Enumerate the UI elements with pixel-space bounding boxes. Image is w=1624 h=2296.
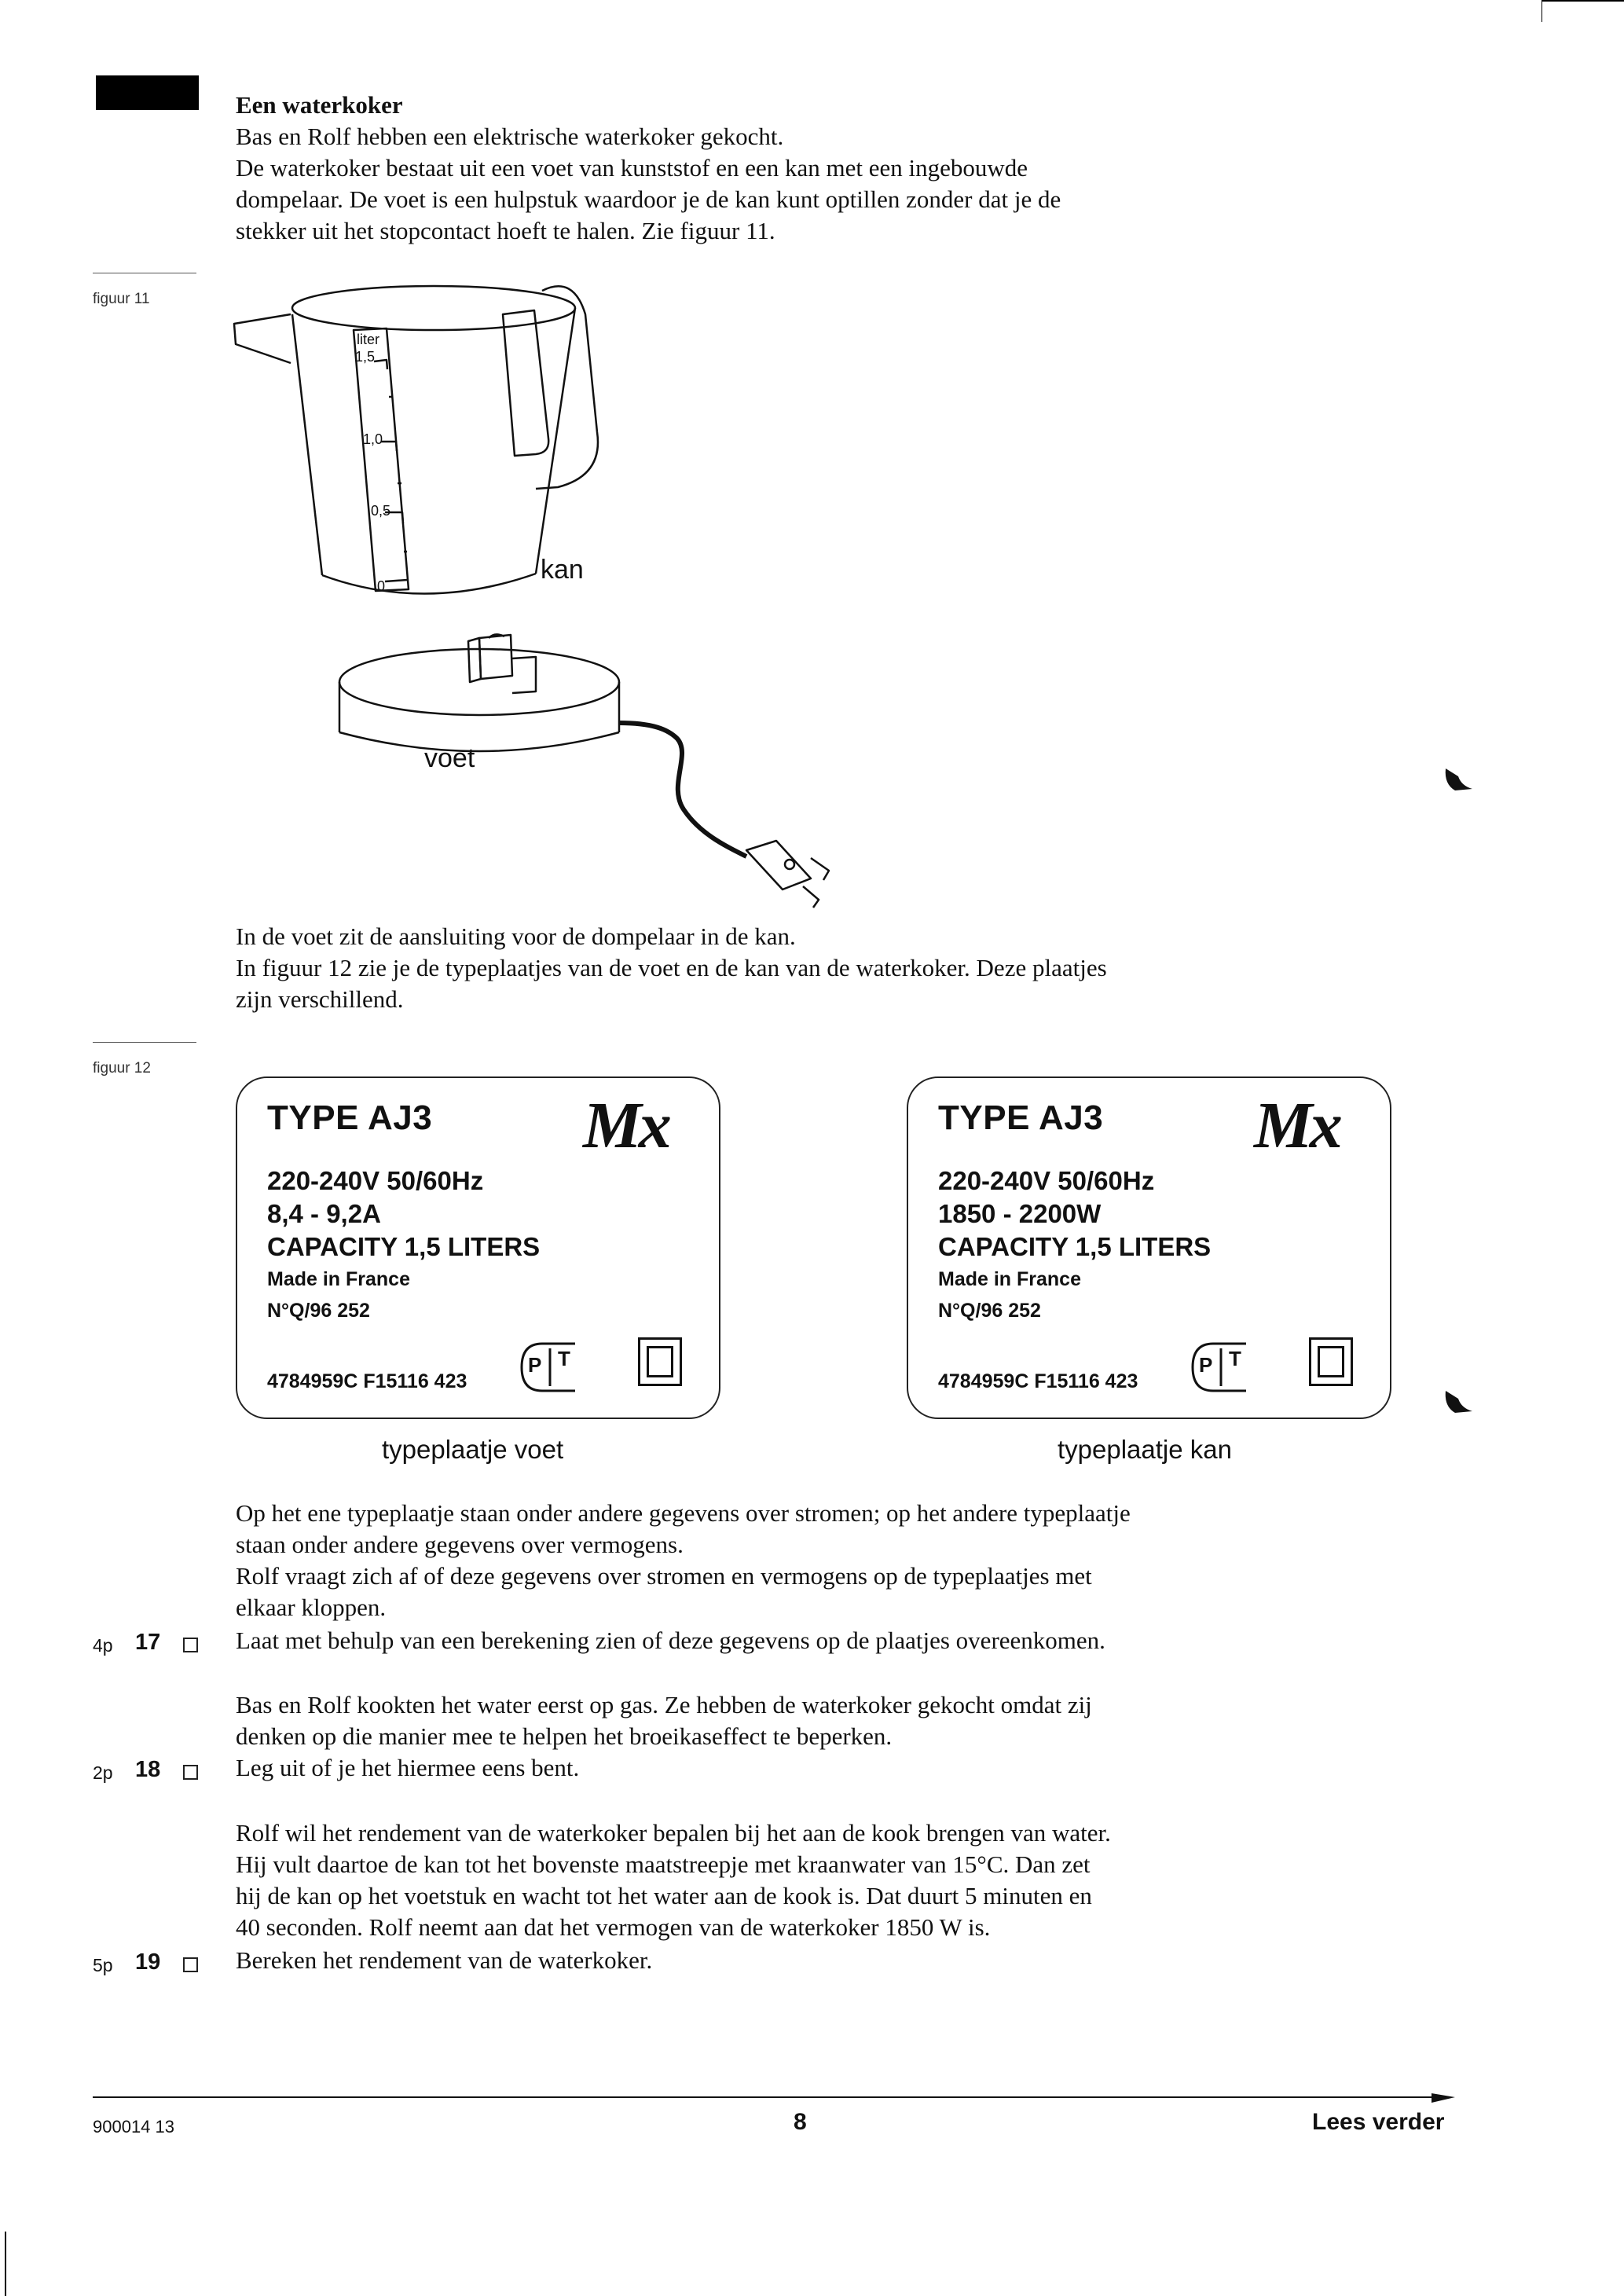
double-insulation-icon (638, 1337, 682, 1386)
question-points: 5p (93, 1955, 113, 1975)
spec-line: Made in France (267, 1268, 410, 1290)
mark-letter: P (528, 1353, 542, 1377)
scale-mark: 1,0 (363, 431, 383, 447)
voet-label: voet (424, 743, 475, 773)
continue-label: Lees verder (1312, 2109, 1445, 2135)
plate-caption-kan: typeplaatje kan (1058, 1435, 1232, 1464)
plate-code: 4784959C F15116 423 (938, 1370, 1138, 1392)
plate-specs (938, 1165, 1211, 1326)
question-points: 4p (93, 1635, 113, 1656)
text-line: denken op die manier mee te helpen het broeikaseffect te beperken. (236, 1722, 893, 1750)
intro-paragraph (236, 121, 1061, 247)
certification-mark-icon (1190, 1336, 1260, 1399)
plate-code: 4784959C F15116 423 (267, 1370, 467, 1392)
text-line: zijn verschillend. (236, 985, 404, 1013)
section-heading: Een waterkoker (236, 91, 403, 119)
text-line: Bas en Rolf hebben een elektrische waterkoker gekocht. (236, 123, 784, 150)
spec-line: 8,4 - 9,2A (267, 1199, 381, 1228)
text-line: In de voet zit de aansluiting voor de dompelaar in de kan. (236, 922, 796, 950)
double-insulation-icon (1309, 1337, 1353, 1386)
plate-caption-voet: typeplaatje voet (382, 1435, 564, 1464)
spec-line: Made in France (938, 1268, 1081, 1290)
paragraph-5 (236, 1817, 1111, 1943)
spec-line: 1850 - 2200W (938, 1199, 1102, 1228)
question-19-text: Bereken het rendement van de waterkoker. (236, 1946, 653, 1974)
scale-mark: 0 (377, 578, 386, 594)
footer-code: 900014 13 (93, 2117, 174, 2136)
text-line: Bas en Rolf kookten het water eerst op gas. Ze hebben de waterkoker gekocht omdat zij (236, 1691, 1092, 1718)
text-line: Hij vult daartoe de kan tot het bovenste maatstreepje met kraanwater van 15°C. Dan zet (236, 1850, 1091, 1878)
spec-line: 220-240V 50/60Hz (267, 1166, 484, 1195)
spec-line: N°Q/96 252 (938, 1300, 1041, 1322)
figure-rule (93, 1042, 196, 1043)
question-18-text: Leg uit of je het hiermee eens bent. (236, 1754, 580, 1781)
mark-letter: P (1199, 1353, 1213, 1377)
margin-mark-icon (1441, 1385, 1477, 1421)
text-line: Rolf vraagt zich af of deze gegevens over stromen en vermogens op de typeplaatjes met (236, 1562, 1092, 1590)
certification-mark-icon (519, 1336, 589, 1399)
kan-label: kan (541, 555, 584, 585)
arrow-right-icon (1432, 2087, 1455, 2107)
text-line: elkaar kloppen. (236, 1594, 387, 1621)
page-number: 8 (794, 2109, 807, 2135)
plate-title: TYPE AJ3 (938, 1098, 1104, 1137)
text-line: Op het ene typeplaatje staan onder andere gegevens over stromen; op het andere typeplaatje (236, 1499, 1131, 1527)
black-block (96, 75, 199, 110)
text-line: De waterkoker bestaat uit een voet van kunststof en een kan met een ingebouwde (236, 154, 1028, 182)
mark-letter: T (558, 1347, 570, 1370)
scale-unit: liter (357, 332, 380, 347)
question-points: 2p (93, 1762, 113, 1783)
type-plate-kan (907, 1076, 1391, 1419)
text-line: staan onder andere gegevens over vermogens. (236, 1531, 684, 1558)
text-line: dompelaar. De voet is een hulpstuk waardoor je de kan kunt optillen zonder dat je de (236, 185, 1061, 213)
paragraph-2 (236, 921, 1107, 1015)
text-line: stekker uit het stopcontact hoeft te halen. Zie figuur 11. (236, 217, 775, 244)
edge-mark (5, 2232, 6, 2296)
mark-letter: T (1229, 1347, 1241, 1370)
type-plate-voet (236, 1076, 720, 1419)
text-line: 40 seconden. Rolf neemt aan dat het vermogen van de waterkoker 1850 W is. (236, 1913, 991, 1941)
paragraph-3 (236, 1498, 1131, 1623)
brand-logo: Mx (1254, 1089, 1340, 1162)
answer-checkbox[interactable] (183, 1765, 198, 1780)
question-17-text: Laat met behulp van een berekening zien of deze gegevens op de plaatjes overeenkomen. (236, 1627, 1105, 1654)
scale-mark: 0,5 (371, 503, 391, 519)
paragraph-4 (236, 1689, 1092, 1752)
figure-12-label: figuur 12 (93, 1060, 151, 1076)
question-number: 18 (135, 1757, 161, 1782)
plate-title: TYPE AJ3 (267, 1098, 433, 1137)
answer-checkbox[interactable] (183, 1638, 198, 1652)
brand-logo: Mx (583, 1089, 669, 1162)
text-line: hij de kan op het voetstuk en wacht tot het water aan de kook is. Dat duurt 5 minuten en (236, 1882, 1092, 1909)
figure-11-label: figuur 11 (93, 291, 150, 307)
spec-line: N°Q/96 252 (267, 1300, 370, 1322)
spec-line: CAPACITY 1,5 LITERS (938, 1232, 1212, 1261)
footer-rule (93, 2096, 1444, 2098)
plate-specs (267, 1165, 540, 1326)
text-line: Rolf wil het rendement van de waterkoker bepalen bij het aan de kook brengen van water. (236, 1819, 1111, 1847)
question-number: 17 (135, 1630, 161, 1655)
margin-mark-icon (1441, 762, 1477, 798)
scale-mark: 1,5 (355, 349, 376, 365)
spec-line: 220-240V 50/60Hz (938, 1166, 1155, 1195)
text-line: In figuur 12 zie je de typeplaatjes van de voet en de kan van de waterkoker. Deze plaatjes (236, 954, 1107, 981)
spec-line: CAPACITY 1,5 LITERS (267, 1232, 541, 1261)
question-number: 19 (135, 1949, 161, 1975)
corner-mark-h (1542, 0, 1624, 2)
answer-checkbox[interactable] (183, 1957, 198, 1972)
kettle-figure (228, 267, 872, 919)
